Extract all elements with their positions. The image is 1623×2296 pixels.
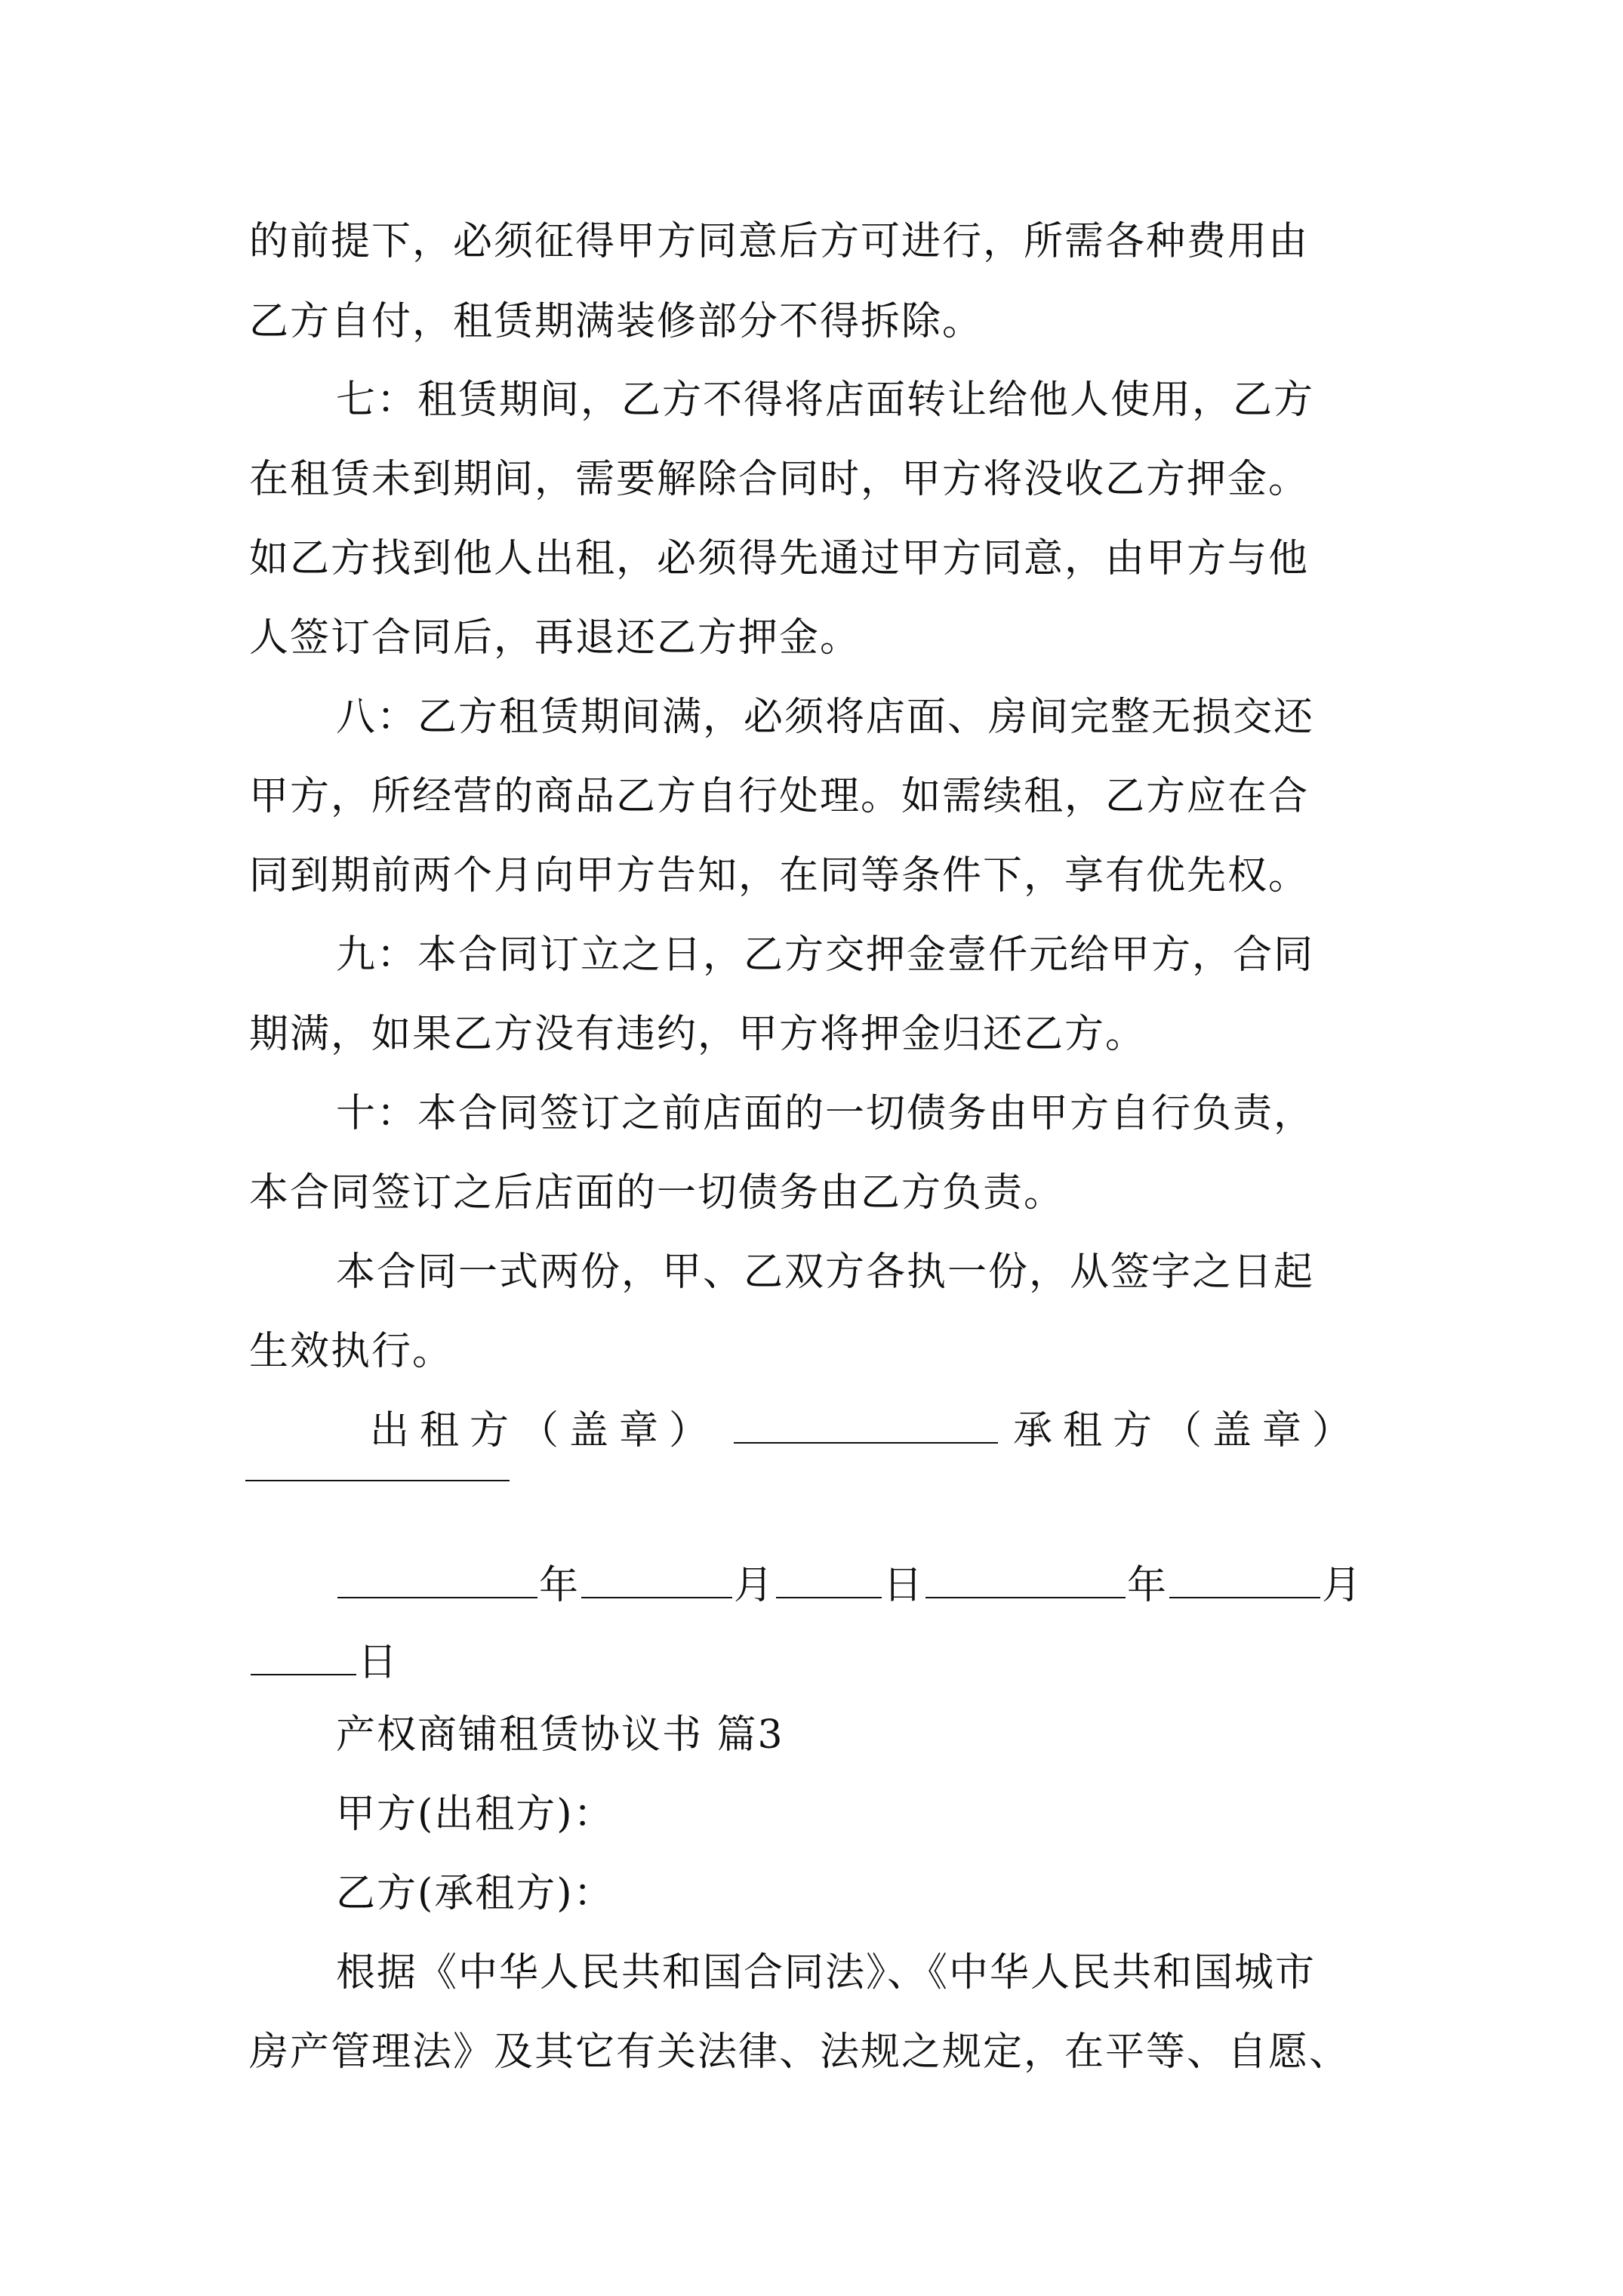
basis-paragraph: 根据《中华人民共和国合同法》、《中华人民共和国城市 xyxy=(336,1950,1317,1996)
clause-nine: 九：本合同订立之日，乙方交押金壹仟元给甲方，合同 xyxy=(336,932,1315,978)
lessor-month-blank xyxy=(581,1564,732,1598)
year-unit: 年 xyxy=(1127,1563,1169,1608)
signature-line xyxy=(370,1408,1362,1453)
lessee-day-blank xyxy=(251,1641,356,1675)
clause-eight: 八：乙方租赁期间满，必须将店面、房间完整无损交还 xyxy=(336,695,1315,740)
day-unit: 日 xyxy=(358,1640,399,1685)
lessor-year-blank xyxy=(337,1564,537,1598)
year-unit: 年 xyxy=(539,1563,581,1608)
month-unit: 月 xyxy=(734,1563,775,1608)
lessor-label: 出租方（盖章） xyxy=(370,1408,719,1453)
lessee-year-blank xyxy=(925,1564,1126,1598)
text-line: 的前提下，必须征得甲方同意后方可进行，所需各种费用由 xyxy=(249,219,1310,264)
text-line: 生效执行。 xyxy=(249,1329,454,1374)
text-line: 房产管理法》及其它有关法律、法规之规定，在平等、自愿、 xyxy=(249,2029,1350,2075)
clause-seven: 七：租赁期间，乙方不得将店面转让给他人使用，乙方 xyxy=(336,378,1315,423)
text-line: 本合同签订之后店面的一切债务由乙方负责。 xyxy=(249,1170,1065,1216)
lessee-signature-blank xyxy=(245,1478,510,1481)
text-line: 甲方，所经营的商品乙方自行处理。如需续租，乙方应在合 xyxy=(249,774,1310,819)
date-line-continued xyxy=(249,1640,399,1685)
section-title: 产权商铺租赁协议书 篇3 xyxy=(336,1712,784,1758)
text-line: 期满，如果乙方没有违约，甲方将押金归还乙方。 xyxy=(249,1012,1147,1057)
text-line: 乙方自付，租赁期满装修部分不得拆除。 xyxy=(249,299,984,344)
text-line: 在租赁未到期间，需要解除合同时，甲方将没收乙方押金。 xyxy=(249,457,1310,502)
month-unit: 月 xyxy=(1322,1563,1363,1608)
day-unit: 日 xyxy=(883,1563,925,1608)
party-b: 乙方(承租方)： xyxy=(336,1871,614,1916)
clause-ten: 十：本合同签订之前店面的一切债务由甲方自行负责， xyxy=(336,1091,1315,1136)
text-line: 如乙方找到他人出租，必须得先通过甲方同意，由甲方与他 xyxy=(249,536,1310,581)
lessee-month-blank xyxy=(1169,1564,1320,1598)
closing-clause: 本合同一式两份，甲、乙双方各执一份，从签字之日起 xyxy=(336,1250,1315,1295)
lessor-day-blank xyxy=(776,1564,882,1598)
text-line: 人签订合同后，再退还乙方押金。 xyxy=(249,615,861,661)
lessee-label: 承租方（盖章） xyxy=(1013,1408,1363,1453)
date-line xyxy=(336,1563,1363,1608)
text-line: 同到期前两个月向甲方告知，在同等条件下，享有优先权。 xyxy=(249,853,1310,898)
party-a: 甲方(出租方)： xyxy=(336,1792,614,1837)
lessor-signature-blank xyxy=(734,1409,998,1444)
